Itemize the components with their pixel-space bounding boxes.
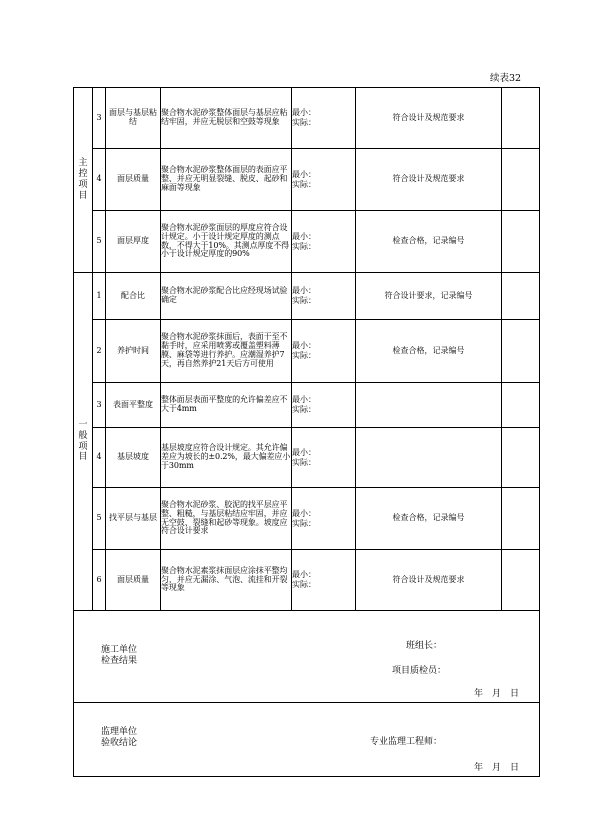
remark-cell	[502, 488, 540, 550]
construction-unit-cell	[74, 611, 540, 703]
measure-cell	[292, 149, 356, 211]
item-number: 5	[93, 211, 106, 273]
measure-cell	[292, 488, 356, 550]
remark-cell	[502, 88, 540, 149]
construction-date: 年 月 日	[474, 689, 520, 699]
remark-cell	[502, 273, 540, 320]
item-name: 配合比	[106, 273, 161, 320]
table-row	[74, 88, 540, 149]
actual-label: 实际：	[292, 457, 316, 467]
remark-cell	[502, 320, 540, 383]
table-row	[74, 383, 540, 428]
item-requirement: 聚合物水泥砂浆、胶泥的找平层应平整、粗糙，与基层粘结应牢固，并应无空鼓、裂缝和起砂等现象。坡度应符合设计要求	[161, 488, 292, 550]
measure-cell	[292, 211, 356, 273]
measure-cell	[292, 550, 356, 611]
remark-cell	[502, 211, 540, 273]
item-requirement: 聚合物水泥砂浆配合比应经现场试验确定	[161, 273, 292, 320]
actual-label: 实际：	[292, 580, 316, 589]
item-requirement: 聚合物水泥砂浆抹面后，表面干至不黏手时，应采用喷雾或覆盖塑料薄膜、麻袋等进行养护。应潮湿养护7天，再自然养护21天后方可使用	[161, 320, 292, 383]
inspection-table	[73, 87, 540, 777]
measure-cell	[292, 383, 356, 428]
min-label: 最小：	[292, 508, 316, 518]
item-result: 符合设计要求，记录编号	[356, 273, 502, 320]
item-result: 符合设计及规范要求	[356, 550, 502, 611]
remark-cell	[502, 550, 540, 611]
table-row	[74, 488, 540, 550]
item-name: 找平层与基层	[106, 488, 161, 550]
item-requirement: 整体面层表面平整度的允许偏差应不大于4mm	[161, 383, 292, 428]
item-result: 符合设计及规范要求	[356, 88, 502, 149]
item-name: 表面平整度	[106, 383, 161, 428]
item-name: 面层厚度	[106, 211, 161, 273]
supervision-date: 年 月 日	[474, 763, 520, 773]
item-number: 6	[93, 550, 106, 611]
item-number: 2	[93, 320, 106, 383]
table-row	[74, 273, 540, 320]
construction-unit-row	[74, 611, 540, 703]
item-requirement: 聚合物水泥砂浆面层的厚度应符合设计规定。小于设计规定厚度的测点数，不得大于10%。其测点厚度不得小于设计规定厚度的90%	[161, 211, 292, 273]
table-row	[74, 550, 540, 611]
measure-cell	[292, 320, 356, 383]
item-number: 4	[93, 428, 106, 488]
item-number: 3	[93, 383, 106, 428]
min-label: 最小：	[292, 231, 316, 241]
remark-cell	[502, 428, 540, 488]
general-label-cell	[74, 273, 93, 611]
item-name: 面层质量	[106, 149, 161, 211]
actual-label: 实际：	[292, 118, 316, 127]
main-control-label: 主控项目	[78, 158, 88, 201]
measure-cell	[292, 428, 356, 488]
item-number: 5	[93, 488, 106, 550]
item-name: 面层质量	[106, 550, 161, 611]
actual-label: 实际：	[292, 518, 316, 528]
item-result: 检查合格，记录编号	[356, 211, 502, 273]
item-result: 检查合格，记录编号	[356, 488, 502, 550]
supervision-unit-row	[74, 703, 540, 777]
item-number: 1	[93, 273, 106, 320]
general-label: 一般项目	[78, 419, 88, 463]
actual-label: 实际：	[292, 405, 316, 414]
min-label: 最小：	[292, 341, 316, 350]
item-requirement: 聚合物水泥砂浆整体面层与基层应粘结牢固，并应无脱层和空鼓等现象	[161, 88, 292, 149]
table-row	[74, 211, 540, 273]
actual-label: 实际：	[292, 296, 316, 305]
inspector-label: 项目质检员：	[392, 666, 447, 676]
actual-label: 实际：	[292, 351, 316, 360]
item-result: 检查合格，记录编号	[356, 320, 502, 383]
measure-cell	[292, 273, 356, 320]
item-number: 3	[93, 88, 106, 149]
min-label: 最小：	[292, 570, 316, 579]
supervision-unit-label: 监理单位 验收结论	[100, 727, 137, 749]
supervision-unit-cell	[74, 703, 540, 777]
actual-label: 实际：	[292, 241, 316, 251]
min-label: 最小：	[292, 108, 316, 117]
remark-cell	[502, 383, 540, 428]
item-result	[356, 383, 502, 428]
min-label: 最小：	[292, 286, 316, 295]
item-requirement: 基层坡度应符合设计规定。其允许偏差应为坡长的±0.2%，最大偏差应小于30mm	[161, 428, 292, 488]
main-control-label-cell	[74, 88, 93, 273]
table-row	[74, 428, 540, 488]
actual-label: 实际：	[292, 179, 316, 189]
item-requirement: 聚合物水泥素浆抹面层应涂抹平整均匀，并应无漏涂、气泡、流挂和开裂等现象	[161, 550, 292, 611]
item-name: 养护时间	[106, 320, 161, 383]
min-label: 最小：	[292, 447, 316, 457]
item-number: 4	[93, 149, 106, 211]
min-label: 最小：	[292, 395, 316, 404]
remark-cell	[502, 149, 540, 211]
item-name: 基层坡度	[106, 428, 161, 488]
engineer-label: 专业监理工程师：	[370, 737, 443, 747]
item-name: 面层与基层粘结	[106, 88, 161, 149]
measure-cell	[292, 88, 356, 149]
continuation-number: 续表32	[490, 73, 522, 84]
construction-unit-label: 施工单位 检查结果	[100, 645, 137, 667]
table-row	[74, 320, 540, 383]
table-row	[74, 149, 540, 211]
team-leader-label: 班组长：	[406, 641, 443, 651]
item-result: 符合设计及规范要求	[356, 149, 502, 211]
min-label: 最小：	[292, 169, 316, 179]
item-result	[356, 428, 502, 488]
item-requirement: 聚合物水泥砂浆整体面层的表面应平整、并应无明显裂缝、脱皮、起砂和麻面等现象	[161, 149, 292, 211]
